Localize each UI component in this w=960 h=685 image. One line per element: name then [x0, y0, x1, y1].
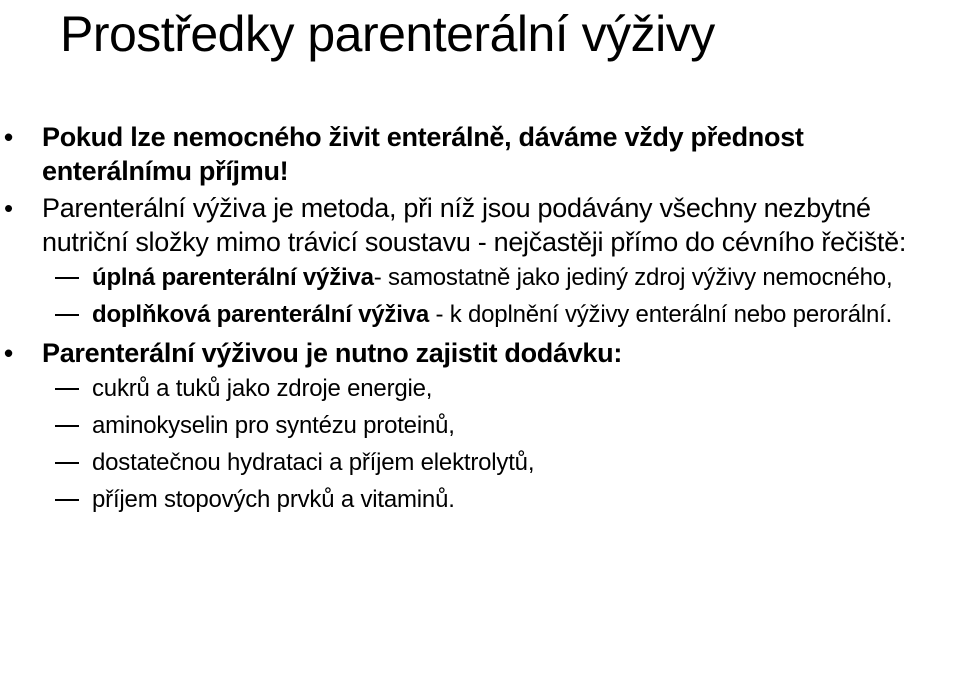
dash-icon	[55, 388, 79, 390]
subitem-term: doplňková parenterální výživa	[92, 301, 429, 328]
subitem-supplementary-parenteral	[0, 299, 960, 330]
bullet-text: Parenterální výživa je metoda, při níž jsou podávány všechny nezbytné nutriční složky mimo trávicí soustavu - nejčastěji přímo do cévního řečiště:	[42, 193, 907, 257]
dash-icon	[55, 314, 79, 316]
dash-icon	[55, 499, 79, 501]
subitem-term: úplná parenterální výživa	[92, 264, 374, 291]
bullet-parenteral-definition	[0, 191, 960, 259]
subitem-amino-acids	[0, 410, 960, 441]
bullet-dot-icon: •	[4, 338, 13, 368]
subitem-text: aminokyselin pro syntézu proteinů,	[92, 412, 455, 439]
bullet-text: Parenterální výživou je nutno zajistit dodávku:	[42, 338, 623, 368]
slide-content	[0, 120, 960, 521]
subitem-trace-elements	[0, 484, 960, 515]
subitem-text: příjem stopových prvků a vitaminů.	[92, 486, 455, 513]
dash-icon	[55, 277, 79, 279]
subitem-text: cukrů a tuků jako zdroje energie,	[92, 375, 433, 402]
bullet-text: Pokud lze nemocného živit enterálně, dáváme vždy přednost enterálnímu příjmu!	[42, 122, 804, 186]
subitem-hydration	[0, 447, 960, 478]
subitem-sugars-fats	[0, 373, 960, 404]
bullet-enteral-preference	[0, 120, 960, 188]
subitem-complete-parenteral	[0, 262, 960, 293]
bullet-dot-icon: •	[4, 122, 13, 152]
slide-title: Prostředky parenterální výživy	[60, 6, 715, 62]
dash-icon	[55, 462, 79, 464]
bullet-supply-requirements	[0, 336, 960, 370]
bullet-dot-icon: •	[4, 193, 13, 223]
subitem-text: dostatečnou hydrataci a příjem elektrolytů,	[92, 449, 535, 476]
dash-icon	[55, 425, 79, 427]
subitem-text: - samostatně jako jediný zdroj výživy nemocného,	[373, 264, 893, 291]
subitem-text: - k doplnění výživy enterální nebo perorální.	[429, 301, 893, 328]
